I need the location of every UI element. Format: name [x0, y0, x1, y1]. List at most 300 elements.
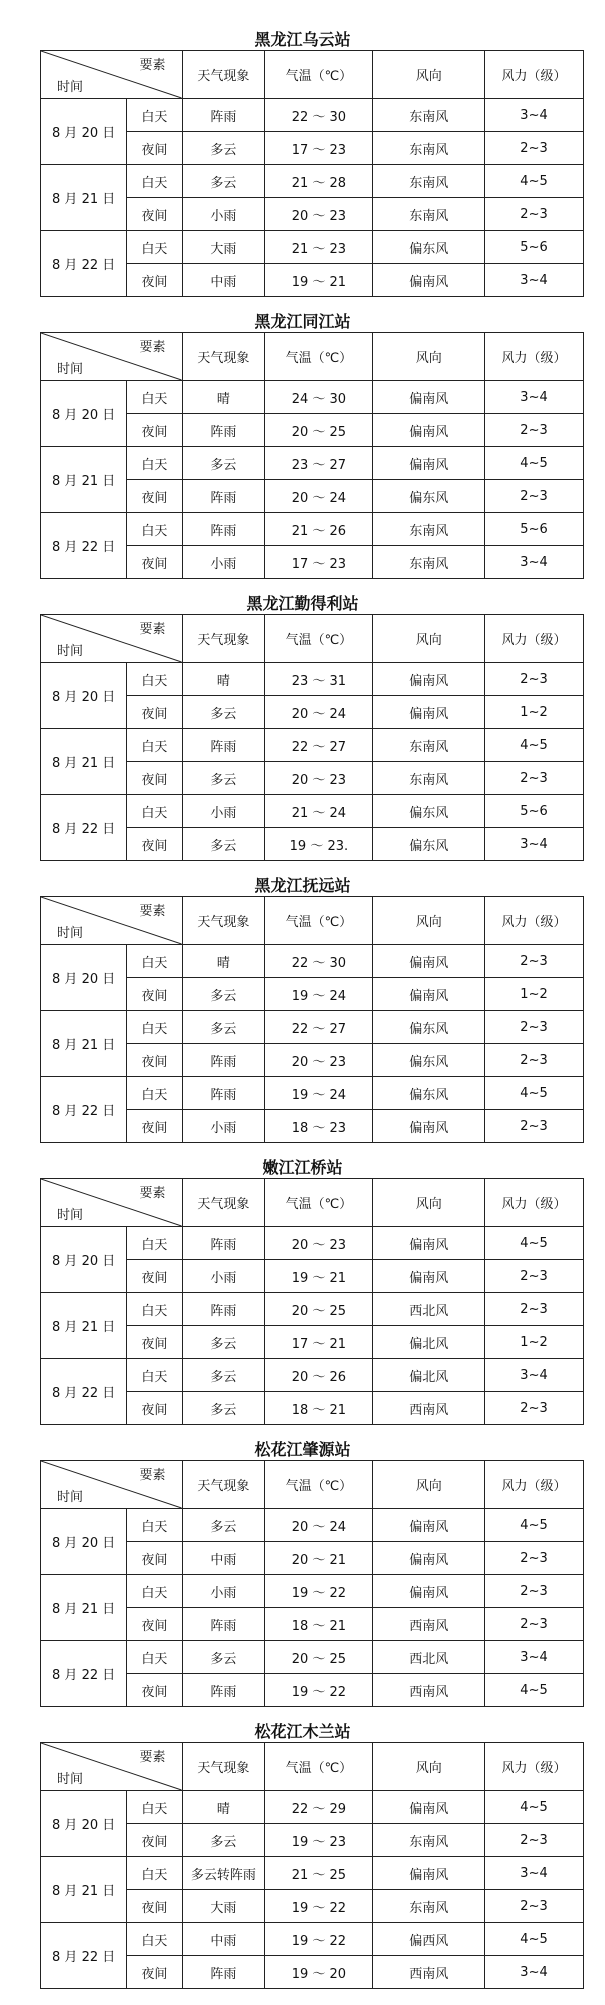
period-cell: 白天 — [127, 231, 182, 264]
forecast-table — [40, 614, 584, 861]
wind-force-cell: 3~4 — [485, 1857, 584, 1890]
table-row — [41, 1077, 584, 1110]
period-cell: 夜间 — [127, 1608, 182, 1641]
table-row — [41, 1293, 584, 1326]
wind-direction-cell: 偏南风 — [373, 696, 485, 729]
table-row — [41, 729, 584, 762]
wind-force-cell: 2~3 — [485, 1260, 584, 1293]
table-row — [41, 447, 584, 480]
header-row — [41, 1179, 584, 1227]
wind-force-cell: 3~4 — [485, 99, 584, 132]
temperature-cell: 19 ～ 21 — [265, 1260, 373, 1293]
date-cell: 8 月 22 日 — [41, 1923, 127, 1989]
temperature-cell: 17 ～ 23 — [265, 546, 373, 579]
weather-cell: 阵雨 — [182, 513, 265, 546]
period-cell: 白天 — [127, 945, 182, 978]
weather-cell: 阵雨 — [182, 480, 265, 513]
forecast-table — [40, 332, 584, 579]
temperature-cell: 20 ～ 23 — [265, 1227, 373, 1260]
wind-force-cell: 5~6 — [485, 513, 584, 546]
period-cell: 白天 — [127, 381, 182, 414]
wind-direction-cell: 东南风 — [373, 1890, 485, 1923]
header-wind-direction: 风向 — [373, 1461, 485, 1509]
weather-cell: 晴 — [182, 1791, 265, 1824]
forecast-table — [40, 1178, 584, 1425]
header-wind-force: 风力（级） — [485, 615, 584, 663]
header-element-label: 要素 — [139, 1186, 166, 1201]
period-cell: 白天 — [127, 1791, 182, 1824]
wind-force-cell: 2~3 — [485, 1110, 584, 1143]
weather-cell: 阵雨 — [182, 99, 265, 132]
header-wind-force: 风力（级） — [485, 51, 584, 99]
weather-cell: 多云 — [182, 1392, 265, 1425]
header-wind-direction: 风向 — [373, 897, 485, 945]
weather-cell: 中雨 — [182, 264, 265, 297]
wind-direction-cell: 偏南风 — [373, 1791, 485, 1824]
header-element-label: 要素 — [139, 622, 166, 637]
wind-direction-cell: 偏东风 — [373, 828, 485, 861]
diagonal-header-cell — [41, 333, 183, 381]
header-wind-direction: 风向 — [373, 333, 485, 381]
wind-direction-cell: 东南风 — [373, 1824, 485, 1857]
wind-force-cell: 2~3 — [485, 414, 584, 447]
period-cell: 夜间 — [127, 480, 182, 513]
weather-cell: 多云 — [182, 1011, 265, 1044]
table-row — [41, 1857, 584, 1890]
wind-direction-cell: 东南风 — [373, 132, 485, 165]
table-row — [41, 1509, 584, 1542]
table-row — [41, 1227, 584, 1260]
table-row — [41, 513, 584, 546]
period-cell: 白天 — [127, 513, 182, 546]
weather-cell: 阵雨 — [182, 1293, 265, 1326]
temperature-cell: 20 ～ 25 — [265, 1641, 373, 1674]
temperature-cell: 18 ～ 23 — [265, 1110, 373, 1143]
weather-cell: 多云 — [182, 1824, 265, 1857]
wind-direction-cell: 偏南风 — [373, 663, 485, 696]
weather-cell: 多云 — [182, 1509, 265, 1542]
wind-direction-cell: 偏南风 — [373, 1542, 485, 1575]
temperature-cell: 22 ～ 27 — [265, 1011, 373, 1044]
wind-direction-cell: 偏南风 — [373, 1110, 485, 1143]
weather-cell: 阵雨 — [182, 1674, 265, 1707]
header-time-label: 时间 — [57, 926, 84, 941]
period-cell: 白天 — [127, 99, 182, 132]
wind-direction-cell: 偏西风 — [373, 1923, 485, 1956]
temperature-cell: 18 ～ 21 — [265, 1392, 373, 1425]
temperature-cell: 19 ～ 21 — [265, 264, 373, 297]
date-cell: 8 月 21 日 — [41, 1575, 127, 1641]
station-title: 黑龙江抚远站 — [254, 876, 351, 895]
forecast-table — [40, 1742, 584, 1989]
wind-direction-cell: 偏东风 — [373, 480, 485, 513]
wind-force-cell: 4~5 — [485, 1077, 584, 1110]
period-cell: 夜间 — [127, 828, 182, 861]
date-cell: 8 月 21 日 — [41, 447, 127, 513]
weather-cell: 阵雨 — [182, 414, 265, 447]
weather-cell: 晴 — [182, 945, 265, 978]
period-cell: 白天 — [127, 1293, 182, 1326]
station-title: 嫩江江桥站 — [262, 1158, 343, 1177]
wind-force-cell: 2~3 — [485, 132, 584, 165]
wind-direction-cell: 偏南风 — [373, 381, 485, 414]
header-wind-force: 风力（级） — [485, 1461, 584, 1509]
date-cell: 8 月 20 日 — [41, 663, 127, 729]
header-wind-direction: 风向 — [373, 615, 485, 663]
temperature-cell: 19 ～ 22 — [265, 1674, 373, 1707]
wind-direction-cell: 东南风 — [373, 165, 485, 198]
period-cell: 白天 — [127, 1575, 182, 1608]
wind-direction-cell: 偏南风 — [373, 978, 485, 1011]
period-cell: 夜间 — [127, 414, 182, 447]
temperature-cell: 21 ～ 23 — [265, 231, 373, 264]
period-cell: 夜间 — [127, 1044, 182, 1077]
temperature-cell: 23 ～ 27 — [265, 447, 373, 480]
header-weather: 天气现象 — [182, 1461, 265, 1509]
wind-force-cell: 4~5 — [485, 1923, 584, 1956]
period-cell: 夜间 — [127, 132, 182, 165]
weather-cell: 多云 — [182, 762, 265, 795]
table-row — [41, 1641, 584, 1674]
wind-force-cell: 1~2 — [485, 978, 584, 1011]
station-title: 黑龙江勤得利站 — [246, 594, 359, 613]
table-row — [41, 231, 584, 264]
wind-direction-cell: 东南风 — [373, 198, 485, 231]
temperature-cell: 22 ～ 30 — [265, 945, 373, 978]
wind-force-cell: 2~3 — [485, 198, 584, 231]
weather-cell: 阵雨 — [182, 1956, 265, 1989]
forecast-table — [40, 50, 584, 297]
table-row — [41, 1791, 584, 1824]
header-weather: 天气现象 — [182, 333, 265, 381]
weather-cell: 小雨 — [182, 198, 265, 231]
period-cell: 夜间 — [127, 1542, 182, 1575]
temperature-cell: 20 ～ 25 — [265, 1293, 373, 1326]
date-cell: 8 月 20 日 — [41, 381, 127, 447]
period-cell: 夜间 — [127, 264, 182, 297]
header-wind-force: 风力（级） — [485, 1179, 584, 1227]
temperature-cell: 20 ～ 23 — [265, 198, 373, 231]
temperature-cell: 20 ～ 23 — [265, 762, 373, 795]
date-cell: 8 月 21 日 — [41, 1011, 127, 1077]
wind-force-cell: 2~3 — [485, 1890, 584, 1923]
wind-force-cell: 2~3 — [485, 1044, 584, 1077]
wind-force-cell: 4~5 — [485, 1227, 584, 1260]
header-time-label: 时间 — [57, 1208, 84, 1223]
weather-cell: 晴 — [182, 381, 265, 414]
wind-direction-cell: 东南风 — [373, 99, 485, 132]
date-cell: 8 月 20 日 — [41, 1791, 127, 1857]
temperature-cell: 21 ～ 24 — [265, 795, 373, 828]
temperature-cell: 20 ～ 23 — [265, 1044, 373, 1077]
temperature-cell: 22 ～ 27 — [265, 729, 373, 762]
header-temperature: 气温（℃） — [265, 1743, 373, 1791]
period-cell: 夜间 — [127, 1326, 182, 1359]
period-cell: 白天 — [127, 1857, 182, 1890]
date-cell: 8 月 21 日 — [41, 729, 127, 795]
header-time-label: 时间 — [57, 362, 84, 377]
weather-cell: 多云 — [182, 1641, 265, 1674]
weather-cell: 大雨 — [182, 1890, 265, 1923]
period-cell: 夜间 — [127, 1674, 182, 1707]
wind-force-cell: 1~2 — [485, 696, 584, 729]
period-cell: 白天 — [127, 663, 182, 696]
wind-direction-cell: 偏北风 — [373, 1326, 485, 1359]
header-weather: 天气现象 — [182, 51, 265, 99]
date-cell: 8 月 22 日 — [41, 795, 127, 861]
wind-direction-cell: 偏东风 — [373, 1077, 485, 1110]
header-row — [41, 615, 584, 663]
wind-direction-cell: 东南风 — [373, 762, 485, 795]
date-cell: 8 月 21 日 — [41, 1293, 127, 1359]
temperature-cell: 20 ～ 24 — [265, 1509, 373, 1542]
date-cell: 8 月 22 日 — [41, 513, 127, 579]
temperature-cell: 17 ～ 23 — [265, 132, 373, 165]
wind-force-cell: 4~5 — [485, 1509, 584, 1542]
wind-direction-cell: 偏南风 — [373, 1857, 485, 1890]
period-cell: 白天 — [127, 1011, 182, 1044]
header-weather: 天气现象 — [182, 897, 265, 945]
wind-force-cell: 3~4 — [485, 546, 584, 579]
wind-force-cell: 2~3 — [485, 945, 584, 978]
weather-cell: 阵雨 — [182, 1077, 265, 1110]
weather-cell: 多云 — [182, 978, 265, 1011]
header-temperature: 气温（℃） — [265, 1461, 373, 1509]
station-title: 松花江肇源站 — [254, 1440, 351, 1459]
period-cell: 白天 — [127, 165, 182, 198]
wind-direction-cell: 东南风 — [373, 513, 485, 546]
period-cell: 白天 — [127, 447, 182, 480]
diagonal-header-cell — [41, 51, 183, 99]
table-row — [41, 165, 584, 198]
wind-force-cell: 3~4 — [485, 381, 584, 414]
wind-force-cell: 2~3 — [485, 1293, 584, 1326]
period-cell: 白天 — [127, 1359, 182, 1392]
wind-direction-cell: 西北风 — [373, 1641, 485, 1674]
temperature-cell: 19 ～ 22 — [265, 1890, 373, 1923]
wind-direction-cell: 偏南风 — [373, 1227, 485, 1260]
weather-cell: 多云 — [182, 1359, 265, 1392]
period-cell: 白天 — [127, 1227, 182, 1260]
temperature-cell: 19 ～ 22 — [265, 1575, 373, 1608]
header-row — [41, 897, 584, 945]
wind-force-cell: 2~3 — [485, 1392, 584, 1425]
date-cell: 8 月 20 日 — [41, 1227, 127, 1293]
weather-cell: 中雨 — [182, 1923, 265, 1956]
header-wind-direction: 风向 — [373, 1743, 485, 1791]
weather-cell: 多云 — [182, 165, 265, 198]
wind-force-cell: 3~4 — [485, 1359, 584, 1392]
table-row — [41, 99, 584, 132]
weather-cell: 阵雨 — [182, 729, 265, 762]
table-row — [41, 945, 584, 978]
temperature-cell: 19 ～ 24 — [265, 978, 373, 1011]
period-cell: 夜间 — [127, 1824, 182, 1857]
temperature-cell: 17 ～ 21 — [265, 1326, 373, 1359]
header-weather: 天气现象 — [182, 615, 265, 663]
date-cell: 8 月 21 日 — [41, 165, 127, 231]
header-temperature: 气温（℃） — [265, 897, 373, 945]
table-row — [41, 381, 584, 414]
header-element-label: 要素 — [139, 1468, 166, 1483]
wind-direction-cell: 西南风 — [373, 1608, 485, 1641]
wind-direction-cell: 偏南风 — [373, 1509, 485, 1542]
header-time-label: 时间 — [57, 644, 84, 659]
period-cell: 夜间 — [127, 1890, 182, 1923]
wind-direction-cell: 东南风 — [373, 729, 485, 762]
wind-force-cell: 4~5 — [485, 447, 584, 480]
header-element-label: 要素 — [139, 340, 166, 355]
table-row — [41, 1575, 584, 1608]
wind-force-cell: 3~4 — [485, 264, 584, 297]
wind-force-cell: 2~3 — [485, 1542, 584, 1575]
header-wind-direction: 风向 — [373, 51, 485, 99]
wind-direction-cell: 西南风 — [373, 1392, 485, 1425]
wind-force-cell: 4~5 — [485, 165, 584, 198]
date-cell: 8 月 20 日 — [41, 945, 127, 1011]
temperature-cell: 20 ～ 21 — [265, 1542, 373, 1575]
temperature-cell: 23 ～ 31 — [265, 663, 373, 696]
wind-force-cell: 4~5 — [485, 1674, 584, 1707]
weather-cell: 阵雨 — [182, 1227, 265, 1260]
temperature-cell: 20 ～ 24 — [265, 696, 373, 729]
diagonal-header-cell — [41, 1461, 183, 1509]
weather-cell: 阵雨 — [182, 1044, 265, 1077]
wind-direction-cell: 偏南风 — [373, 414, 485, 447]
wind-direction-cell: 东南风 — [373, 546, 485, 579]
weather-cell: 多云 — [182, 132, 265, 165]
wind-direction-cell: 偏东风 — [373, 231, 485, 264]
weather-cell: 中雨 — [182, 1542, 265, 1575]
period-cell: 夜间 — [127, 1392, 182, 1425]
temperature-cell: 21 ～ 28 — [265, 165, 373, 198]
header-time-label: 时间 — [57, 1490, 84, 1505]
date-cell: 8 月 20 日 — [41, 1509, 127, 1575]
temperature-cell: 24 ～ 30 — [265, 381, 373, 414]
wind-force-cell: 4~5 — [485, 1791, 584, 1824]
header-weather: 天气现象 — [182, 1179, 265, 1227]
temperature-cell: 18 ～ 21 — [265, 1608, 373, 1641]
header-row — [41, 51, 584, 99]
header-element-label: 要素 — [139, 58, 166, 73]
weather-cell: 多云 — [182, 447, 265, 480]
weather-cell: 多云 — [182, 696, 265, 729]
wind-direction-cell: 偏南风 — [373, 945, 485, 978]
wind-force-cell: 4~5 — [485, 729, 584, 762]
wind-force-cell: 2~3 — [485, 1824, 584, 1857]
diagonal-header-cell — [41, 1743, 183, 1791]
table-row — [41, 795, 584, 828]
wind-force-cell: 2~3 — [485, 480, 584, 513]
header-row — [41, 333, 584, 381]
wind-direction-cell: 偏东风 — [373, 1011, 485, 1044]
weather-cell: 小雨 — [182, 1260, 265, 1293]
period-cell: 夜间 — [127, 762, 182, 795]
date-cell: 8 月 20 日 — [41, 99, 127, 165]
period-cell: 白天 — [127, 1077, 182, 1110]
temperature-cell: 19 ～ 23. — [265, 828, 373, 861]
temperature-cell: 20 ～ 26 — [265, 1359, 373, 1392]
wind-force-cell: 2~3 — [485, 1608, 584, 1641]
wind-force-cell: 3~4 — [485, 1641, 584, 1674]
wind-direction-cell: 偏南风 — [373, 447, 485, 480]
header-wind-force: 风力（级） — [485, 333, 584, 381]
temperature-cell: 20 ～ 24 — [265, 480, 373, 513]
header-wind-force: 风力（级） — [485, 897, 584, 945]
weather-cell: 多云 — [182, 1326, 265, 1359]
table-row — [41, 1011, 584, 1044]
weather-cell: 大雨 — [182, 231, 265, 264]
wind-direction-cell: 偏南风 — [373, 1575, 485, 1608]
period-cell: 白天 — [127, 1641, 182, 1674]
temperature-cell: 22 ～ 30 — [265, 99, 373, 132]
temperature-cell: 21 ～ 25 — [265, 1857, 373, 1890]
temperature-cell: 19 ～ 22 — [265, 1923, 373, 1956]
wind-force-cell: 2~3 — [485, 762, 584, 795]
table-row — [41, 1923, 584, 1956]
table-row — [41, 1359, 584, 1392]
forecast-table — [40, 896, 584, 1143]
wind-force-cell: 2~3 — [485, 1575, 584, 1608]
wind-force-cell: 5~6 — [485, 231, 584, 264]
period-cell: 夜间 — [127, 978, 182, 1011]
period-cell: 白天 — [127, 795, 182, 828]
temperature-cell: 19 ～ 23 — [265, 1824, 373, 1857]
wind-direction-cell: 偏南风 — [373, 1260, 485, 1293]
header-element-label: 要素 — [139, 904, 166, 919]
header-row — [41, 1743, 584, 1791]
header-temperature: 气温（℃） — [265, 1179, 373, 1227]
period-cell: 夜间 — [127, 1110, 182, 1143]
diagonal-header-cell — [41, 1179, 183, 1227]
table-row — [41, 663, 584, 696]
station-title: 黑龙江同江站 — [254, 312, 351, 331]
date-cell: 8 月 22 日 — [41, 1359, 127, 1425]
date-cell: 8 月 22 日 — [41, 1641, 127, 1707]
diagonal-header-cell — [41, 897, 183, 945]
wind-direction-cell: 偏北风 — [373, 1359, 485, 1392]
header-temperature: 气温（℃） — [265, 615, 373, 663]
header-temperature: 气温（℃） — [265, 51, 373, 99]
wind-direction-cell: 偏东风 — [373, 1044, 485, 1077]
date-cell: 8 月 22 日 — [41, 1077, 127, 1143]
wind-direction-cell: 西南风 — [373, 1956, 485, 1989]
wind-force-cell: 5~6 — [485, 795, 584, 828]
header-element-label: 要素 — [139, 1750, 166, 1765]
forecast-table — [40, 1460, 584, 1707]
station-title: 黑龙江乌云站 — [254, 30, 351, 49]
weather-cell: 小雨 — [182, 546, 265, 579]
period-cell: 夜间 — [127, 546, 182, 579]
header-temperature: 气温（℃） — [265, 333, 373, 381]
weather-cell: 阵雨 — [182, 1608, 265, 1641]
wind-direction-cell: 偏东风 — [373, 795, 485, 828]
weather-cell: 多云转阵雨 — [182, 1857, 265, 1890]
period-cell: 夜间 — [127, 1260, 182, 1293]
diagonal-header-cell — [41, 615, 183, 663]
header-row — [41, 1461, 584, 1509]
temperature-cell: 21 ～ 26 — [265, 513, 373, 546]
wind-force-cell: 1~2 — [485, 1326, 584, 1359]
wind-force-cell: 2~3 — [485, 1011, 584, 1044]
temperature-cell: 22 ～ 29 — [265, 1791, 373, 1824]
header-time-label: 时间 — [57, 1772, 84, 1787]
wind-direction-cell: 西南风 — [373, 1674, 485, 1707]
weather-cell: 小雨 — [182, 1110, 265, 1143]
period-cell: 白天 — [127, 1509, 182, 1542]
temperature-cell: 19 ～ 20 — [265, 1956, 373, 1989]
header-wind-force: 风力（级） — [485, 1743, 584, 1791]
